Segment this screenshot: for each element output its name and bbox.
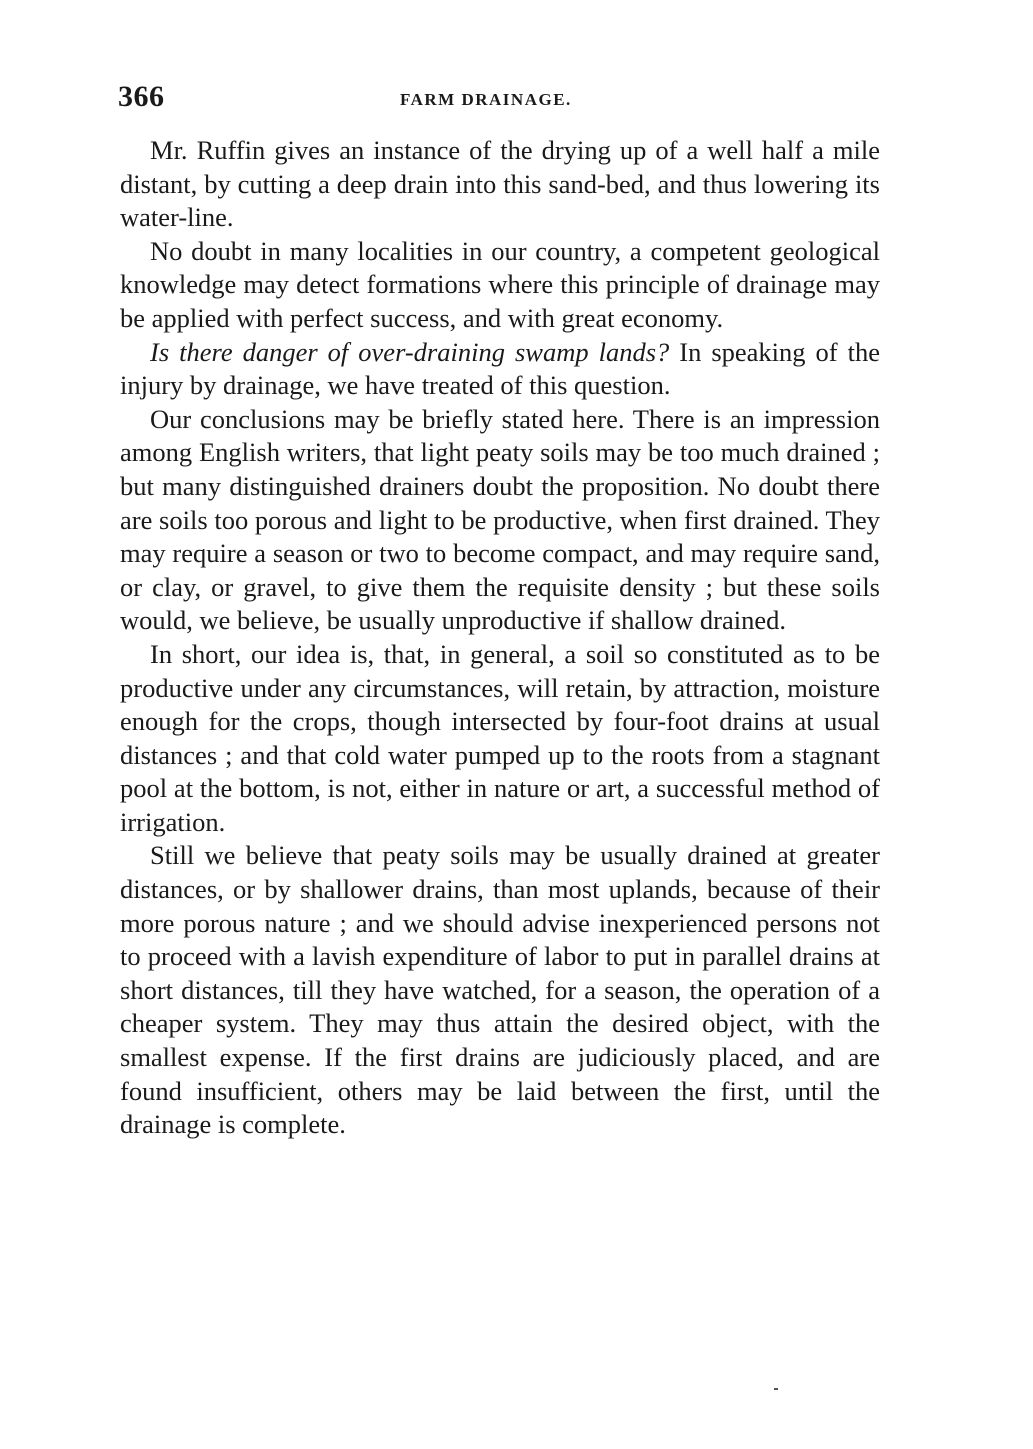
paragraph-text: In speaking of the injury by drainage, we have treated of this question. xyxy=(120,336,880,401)
paragraph-over-draining-question xyxy=(120,336,880,403)
paragraph-peaty-soils xyxy=(120,839,880,1141)
paragraph-short-idea xyxy=(120,638,880,840)
paragraph-text: Still we believe that peaty soils may be usually drained at greater distances, or by shallower drains, than most uplands, because of their more porous nature ; and we should advise inexperienced persons not to proceed with a lavish expenditure of labor to put in parallel drains at short distances, till they have watched, for a season, the operation of a cheaper system. They may thus attain the desired object, with the smallest expense. If the first drains are judiciously placed, and are found insufficient, others may be laid between the first, until the drainage is complete. xyxy=(120,840,880,1140)
italic-question: Is there danger of over-draining swamp lands? xyxy=(150,336,670,367)
paragraph-text: Our conclusions may be briefly stated here. There is an impression among English writers, that light peaty soils may be too much drained ; but many distinguished drainers doubt the proposition. No doubt there are soils too porous and light to be productive, when first drained. They may require a season or two to become compact, and may require sand, or clay, or gravel, to give them the requisite density ; but these soils would, we believe, be usually unproductive if shallow drained. xyxy=(120,403,880,636)
paragraph-text: In short, our idea is, that, in general, a soil so constituted as to be productive under any circumstances, will retain, by attraction, moisture enough for the crops, though intersected by four-foot drains at usual distances ; and that cold water pumped up to the roots from a stagnant pool at the bottom, is not, either in nature or art, a successful method of irrigation. xyxy=(120,638,880,837)
paragraph-ruffin-well xyxy=(120,134,880,235)
running-title: FARM DRAINAGE. xyxy=(400,90,572,109)
paragraph-geological-knowledge xyxy=(120,235,880,336)
paragraph-text: Mr. Ruffin gives an instance of the drying up of a well half a mile distant, by cutting a deep drain into this sand-bed, and thus lowering its water-line. xyxy=(120,135,880,233)
page-number: 366 xyxy=(118,80,165,113)
running-head xyxy=(120,80,880,120)
paragraph-conclusions xyxy=(120,403,880,638)
paragraph-text: No doubt in many localities in our country, a competent geological knowledge may detect formations where this principle of drainage may be applied with perfect success, and with great economy. xyxy=(120,235,880,333)
print-speck xyxy=(774,1388,778,1390)
book-page xyxy=(120,80,880,1142)
